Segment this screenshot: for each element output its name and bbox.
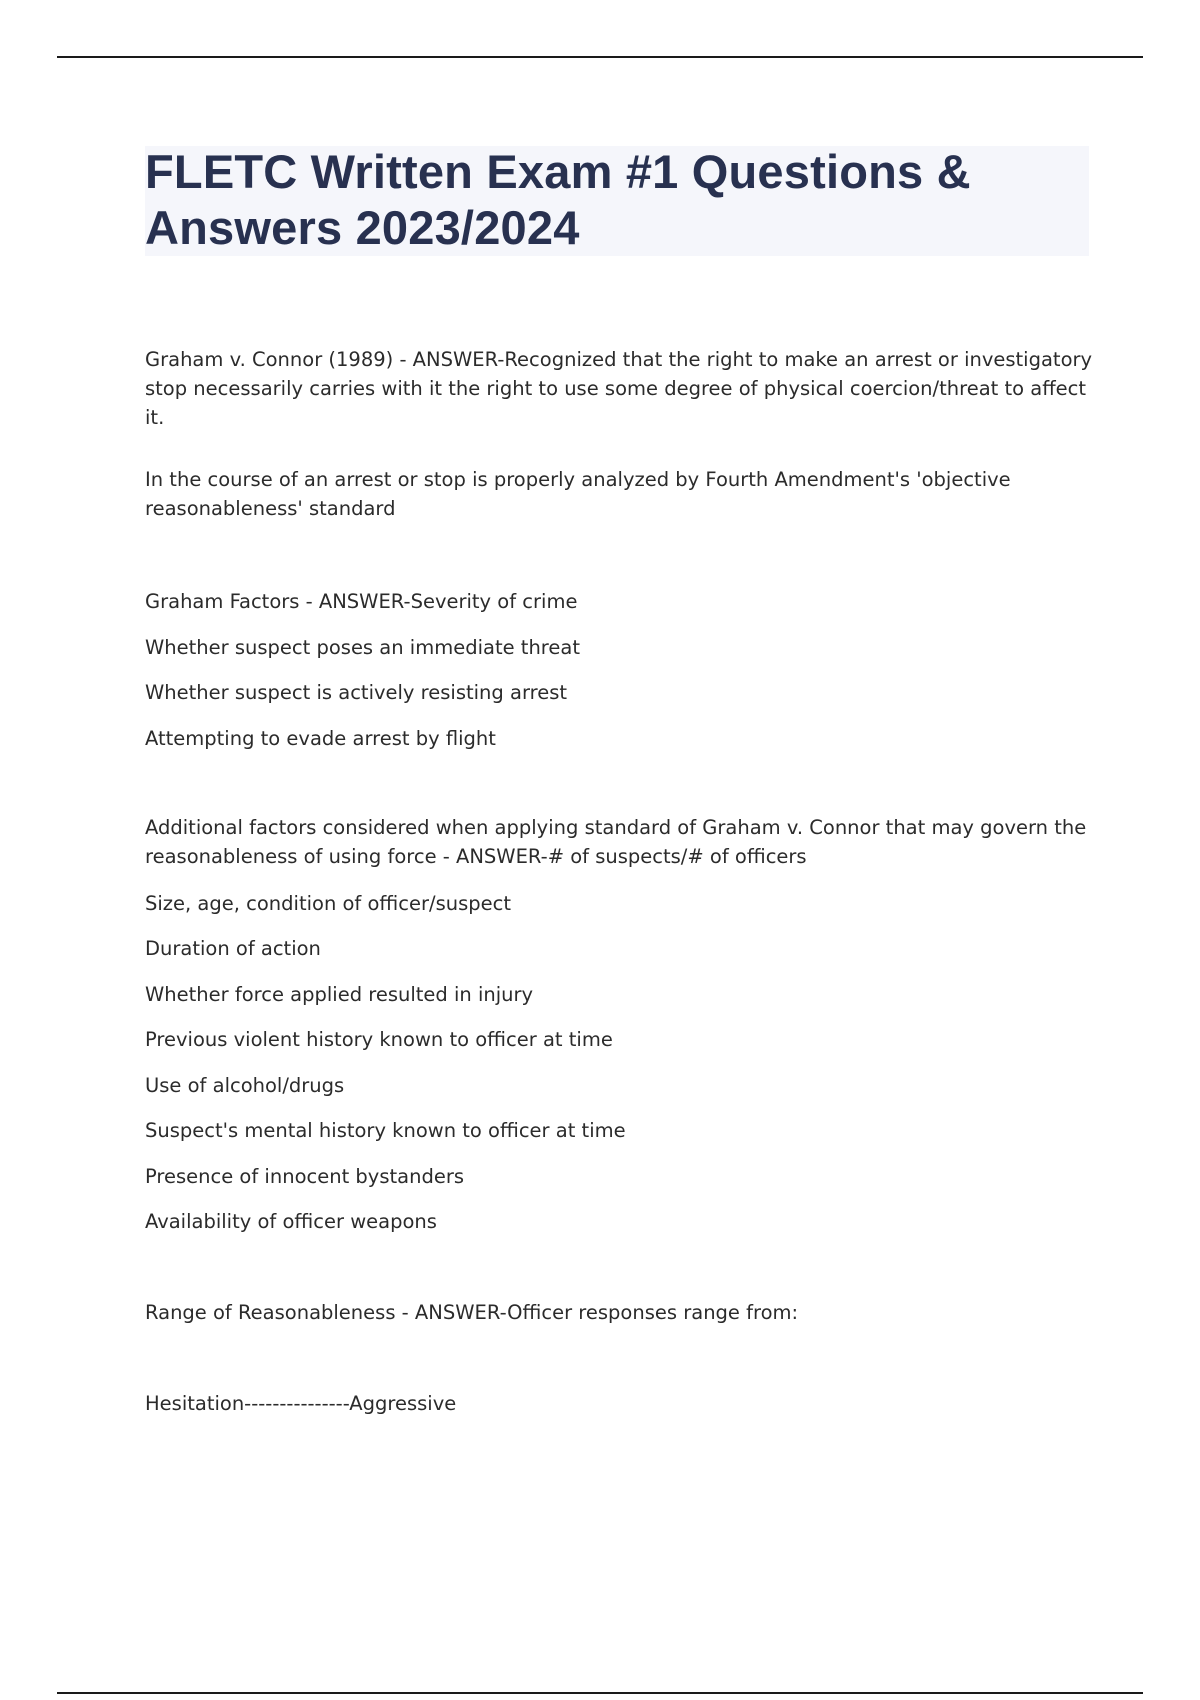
additional-factor-7: Presence of innocent bystanders <box>145 1165 464 1188</box>
top-rule <box>57 56 1143 58</box>
document-title: FLETC Written Exam #1 Questions & Answers 2023/2024 <box>145 145 971 254</box>
additional-factor-3: Whether force applied resulted in injury <box>145 983 534 1006</box>
graham-factor-1: Graham Factors - ANSWER-Severity of crime <box>145 590 578 613</box>
additional-factor-2: Duration of action <box>145 937 321 960</box>
additional-factors-heading: Additional factors considered when applying standard of Graham v. Connor that may govern the reasonableness of using force - ANSWER-# of suspects/# of officers <box>145 816 1087 868</box>
entry-hesitation-aggressive: Hesitation---------------Aggressive <box>145 1392 457 1415</box>
additional-factor-4: Previous violent history known to officer at time <box>145 1028 613 1051</box>
graham-factor-2: Whether suspect poses an immediate threat <box>145 636 580 659</box>
additional-factor-8: Availability of officer weapons <box>145 1210 437 1233</box>
additional-factor-6: Suspect's mental history known to officer at time <box>145 1119 626 1142</box>
additional-factor-1: Size, age, condition of officer/suspect <box>145 892 512 915</box>
entry-range-of-reasonableness: Range of Reasonableness - ANSWER-Officer responses range from: <box>145 1301 799 1324</box>
additional-factor-5: Use of alcohol/drugs <box>145 1074 345 1097</box>
graham-factor-3: Whether suspect is actively resisting arrest <box>145 681 568 704</box>
entry-course-of-arrest: In the course of an arrest or stop is properly analyzed by Fourth Amendment's 'objective reasonableness' standard <box>145 468 1011 520</box>
bottom-rule <box>57 1692 1143 1694</box>
title-block <box>145 146 1089 256</box>
entry-graham-v-connor: Graham v. Connor (1989) - ANSWER-Recognized that the right to make an arrest or investigatory stop necessarily carries with it the right to use some degree of physical coercion/threat to affect it. <box>145 348 1093 429</box>
graham-factor-4: Attempting to evade arrest by flight <box>145 727 496 750</box>
